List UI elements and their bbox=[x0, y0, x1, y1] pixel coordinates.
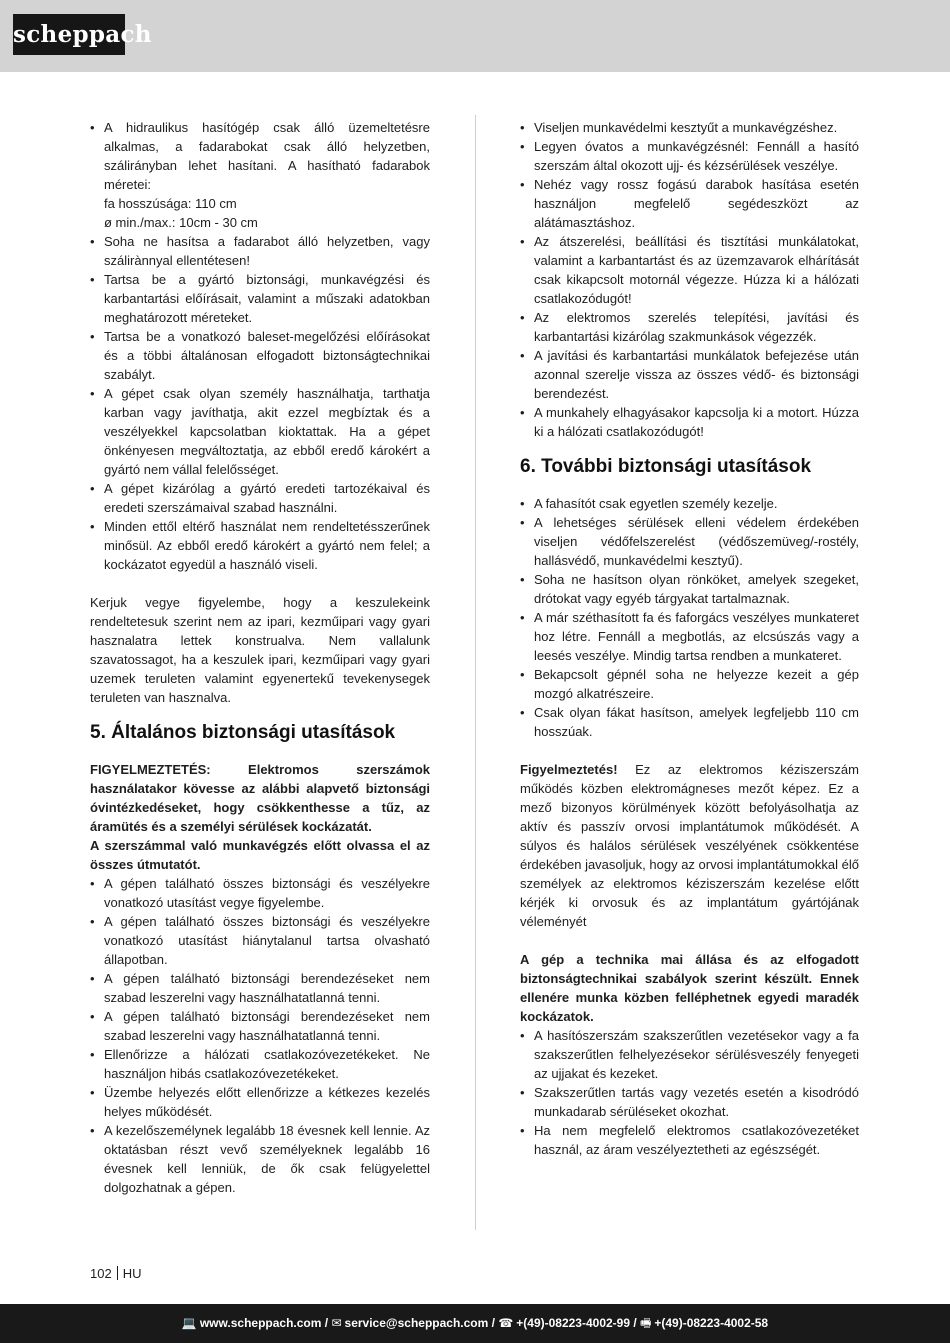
page-footer: 💻 www.scheppach.com / ✉ service@scheppach.com / ☎ +(49)-08223-4002-99 / 🖷 +(49)-08223-4002-58 bbox=[0, 1304, 950, 1343]
read-instructions: A szerszámmal való munkavégzés előtt olvassa el az összes útmutatót. bbox=[90, 838, 430, 872]
list-item: • A fahasítót csak egyetlen személy kezelje. bbox=[520, 494, 859, 513]
emf-warning bbox=[520, 760, 859, 931]
list-item: • A hasítószerszám szakszerűtlen vezetésekor vagy a fa szakszerűtlen felhelyezésekor sérülésveszély fenyegeti az ujjakat és kezeket. bbox=[520, 1026, 859, 1083]
emf-warning-label: Figyelmeztetés! bbox=[520, 762, 618, 777]
list-item: • Soha ne hasítsa a fadarabot álló helyzetben, vagy szálirànnyal ellentétesen! bbox=[90, 232, 430, 270]
general-safety-list bbox=[90, 874, 430, 1197]
list-item: • Csak olyan fákat hasítson, amelyek legfeljebb 110 cm hosszúak. bbox=[520, 703, 859, 741]
list-item: • Ha nem megfelelő elektromos csatlakozóvezetéket használ, az áram veszélyeztetheti az egészségét. bbox=[520, 1121, 859, 1159]
usage-list bbox=[90, 118, 430, 574]
list-item: • Soha ne hasítson olyan rönköket, amelyek szegeket, drótokat vagy egyéb tárgyakat tartalmaznak. bbox=[520, 570, 859, 608]
list-item: • Bekapcsolt gépnél soha ne helyezze kezeit a gép mozgó alkatrészeire. bbox=[520, 665, 859, 703]
list-item: • Nehéz vagy rossz fogású darabok hasítása esetén használjon megfelelő segédeszközt az alátámasztáshoz. bbox=[520, 175, 859, 232]
fax-icon: 🖷 bbox=[640, 1316, 652, 1330]
list-item: • Tartsa be a vonatkozó baleset-megelőzési előírásokat és a többi általánosan elfogadott biztonságtechnikai szabályt. bbox=[90, 327, 430, 384]
phone-number: +(49)-08223-4002-99 bbox=[516, 1316, 631, 1330]
list-item: • Minden ettől eltérő használat nem rendeltetésszerűnek minősül. Az ebből eredő károkért a gyártó nem felel; a kockázatot egyedül a használó viseli. bbox=[90, 517, 430, 574]
fax-number: +(49)-08223-4002-58 bbox=[654, 1316, 769, 1330]
dimension-length: fa hosszúsága: 110 cm bbox=[104, 196, 237, 211]
page-header bbox=[0, 0, 950, 72]
list-item: • Az átszerelési, beállítási és tisztítási munkálatokat, valamint a karbantartást és az üzemzavarok elhárítását csak kikapcsolt motornál végezze. Húzza ki a hálózati csatlakozódugót! bbox=[520, 232, 859, 308]
email-icon: ✉ bbox=[331, 1316, 342, 1330]
list-item: • A gépet csak olyan személy használhatja, tarthatja karban vagy javíthatja, akit ezzel megbíztak és a veszélyekkel kapcsolatban kioktattak. Ha a gépet önkényesen megváltoztatja, az ebből eredő károkért a gyártó nem vállal felelősséget. bbox=[90, 384, 430, 479]
list-item: • Tartsa be a gyártó biztonsági, munkavégzési és karbantartási előírásait, valamint a műszaki adatokban meghatározott méreteket. bbox=[90, 270, 430, 327]
list-item: • A már széthasított fa és faforgács veszélyes munkateret hoz létre. Fennáll a megbotlás, az elcsúszás vagy a leesés veszélye. Mindig tartsa rendben a munkateret. bbox=[520, 608, 859, 665]
website-link[interactable]: www.scheppach.com bbox=[199, 1316, 322, 1330]
language-code: HU bbox=[122, 1266, 142, 1281]
list-item: • A lehetséges sérülések elleni védelem érdekében viseljen védőfelszerelést (védőszemüveg/-rostély, hallásvédő, munkavédelmi kesztyű). bbox=[520, 513, 859, 570]
list-item: • Ellenőrizze a hálózati csatlakozóvezetékeket. Ne használjon hibás csatlakozóvezetékeket. bbox=[90, 1045, 430, 1083]
list-item: • A gépen található biztonsági berendezéseket nem szabad leszerelni vagy használhatatlanná tenni. bbox=[90, 969, 430, 1007]
liability-paragraph: Kerjuk vegye figyelembe, hogy a keszulekeink rendeltetesuk szerint nem az ipari, kezműipari vagy gyari hasznalatra lettek konstrualva. Nem vallalunk szavatossagot, ha a keszulek ipari, kezműipari vagy gyari uzemek teruleten valamint egyenertekű tevekenysegek teruleten van hasznalva. bbox=[90, 595, 430, 705]
list-item: • Legyen óvatos a munkavégzésnél: Fennáll a hasító szerszám által okozott ujj- és kézsérülések veszélye. bbox=[520, 137, 859, 175]
column-divider bbox=[475, 115, 476, 1230]
list-item: • Viseljen munkavédelmi kesztyűt a munkavégzéshez. bbox=[520, 118, 859, 137]
left-column bbox=[90, 118, 430, 1197]
list-item: • A gépen található összes biztonsági és veszélyekre vonatkozó utasítást vegye figyelembe. bbox=[90, 874, 430, 912]
section-heading-5: 5. Általános biztonsági utasítások bbox=[90, 722, 396, 743]
residual-risk-list bbox=[520, 1026, 859, 1159]
warning-paragraph: FIGYELMEZTETÉS: Elektromos szerszámok használatakor kövesse az alábbi alapvető biztonsági óvintézkedéseket, hogy csökkenthesse a tűz, az áramütés és a személyi sérülések kockázatát. bbox=[90, 762, 430, 834]
additional-safety-list bbox=[520, 494, 859, 741]
list-item: • Az elektromos szerelés telepítési, javítási és karbantartási kizárólag szakmunkások végezzék. bbox=[520, 308, 859, 346]
work-safety-list bbox=[520, 118, 859, 441]
list-item: • A gépen található biztonsági berendezéseket nem szabad leszerelni vagy használhatatlanná tenni. bbox=[90, 1007, 430, 1045]
list-item: • A kezelőszemélynek legalább 18 évesnek kell lennie. Az oktatásban részt vevő személyeknek legalább 16 évesnek kell lenniük, de ők csak felügyelettel dolgozhatnak a gépen. bbox=[90, 1121, 430, 1197]
phone-icon: ☎ bbox=[498, 1316, 514, 1330]
computer-icon: 💻 bbox=[181, 1316, 197, 1330]
list-item: • A gépet kizárólag a gyártó eredeti tartozékaival és eredeti szerszámaival szabad használni. bbox=[90, 479, 430, 517]
list-item: • A munkahely elhagyásakor kapcsolja ki a motort. Húzza ki a hálózati csatlakozódugót! bbox=[520, 403, 859, 441]
list-item: • A hidraulikus hasítógép csak álló üzemeltetésre alkalmas, a fadarabokat csak álló helyzetben, szálirányban lehet hasítani. A hasítható fadarabok méretei: fa hosszúsága: 110 cm ø min./max.: 10cm - 30 cm bbox=[90, 118, 430, 232]
page-number-value: 102 bbox=[90, 1266, 112, 1281]
scheppach-logo: scheppach bbox=[13, 14, 125, 55]
list-item: • A javítási és karbantartási munkálatok befejezése után azonnal szerelje vissza az összes védő- és biztonsági berendezést. bbox=[520, 346, 859, 403]
dimension-diameter: ø min./max.: 10cm - 30 cm bbox=[104, 215, 258, 230]
email-link[interactable]: service@scheppach.com bbox=[344, 1316, 489, 1330]
right-column bbox=[520, 118, 859, 1159]
residual-risk-paragraph: A gép a technika mai állása és az elfogadott biztonságtechnikai szabályok szerint készült. Ennek ellenére munka közben felléphetnek egyedi maradék kockázatok. bbox=[520, 952, 859, 1024]
section-heading-6: 6. További biztonsági utasítások bbox=[520, 456, 812, 477]
list-item: • Üzembe helyezés előtt ellenőrizze a kétkezes kezelés helyes működését. bbox=[90, 1083, 430, 1121]
list-item: • A gépen található összes biztonsági és veszélyekre vonatkozó utasítást hiánytalanul tartsa olvasható állapotban. bbox=[90, 912, 430, 969]
page-number bbox=[90, 1264, 141, 1283]
list-item: • Szakszerűtlen tartás vagy vezetés esetén a kisodródó munkadarab sérüléseket okozhat. bbox=[520, 1083, 859, 1121]
emf-warning-text: Ez az elektromos kéziszerszám működés közben elektromágneses mezőt képez. Ez a mező bizonyos körülmények között befolyásolhatja az aktív és passzív orvosi implantátumok működését. A súlyos és halálos sérülések veszélyének csökkentése érdekében javasoljuk, hogy az orvosi implantátumokkal élő személyek az elektromos kéziszerszám kezelése előtt kérjék ki orvosuk és az implantátum gyártójának véleményét bbox=[520, 762, 859, 929]
